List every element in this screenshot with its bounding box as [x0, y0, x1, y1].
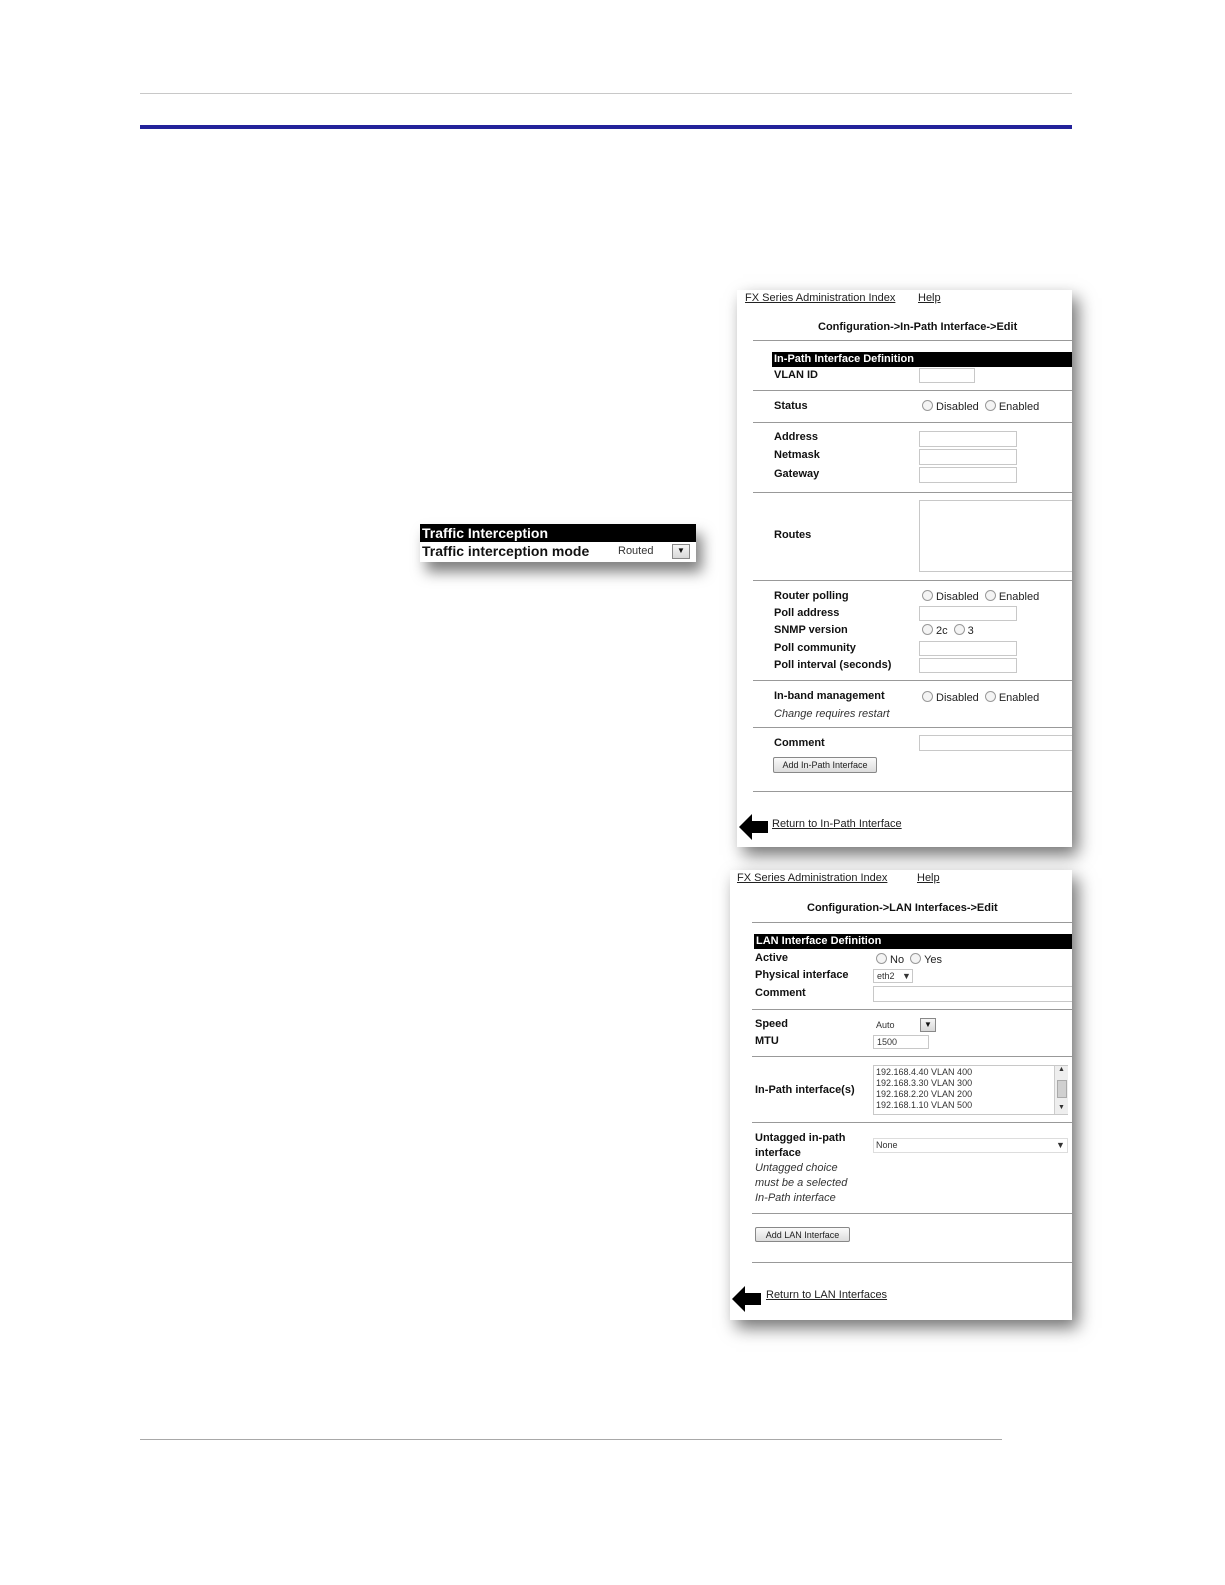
- back-arrow-icon[interactable]: [739, 814, 769, 840]
- inpath-edit-screenshot: [737, 290, 1072, 847]
- snmp-3-radio[interactable]: [954, 624, 965, 635]
- chevron-down-icon: ▼: [677, 546, 685, 555]
- active-yes-radio[interactable]: [910, 953, 921, 964]
- divider: [753, 390, 1072, 391]
- untagged-note-line3: In-Path interface: [755, 1192, 836, 1204]
- scroll-thumb[interactable]: [1057, 1080, 1067, 1098]
- list-item[interactable]: 192.168.4.40 VLAN 400: [876, 1067, 973, 1077]
- divider: [753, 492, 1072, 493]
- listbox-scrollbar[interactable]: [1054, 1066, 1068, 1114]
- traffic-interception-mode-label: Traffic interception mode: [422, 543, 590, 559]
- divider: [753, 791, 1072, 792]
- snmp-2c-radio[interactable]: [922, 624, 933, 635]
- poll-community-label: Poll community: [774, 642, 856, 654]
- untagged-label-line1: Untagged in-path: [755, 1132, 846, 1144]
- status-disabled-radio[interactable]: [922, 400, 933, 411]
- poll-interval-input[interactable]: [919, 658, 1017, 673]
- inband-disabled-radio[interactable]: [922, 691, 933, 702]
- help-link[interactable]: Help: [917, 872, 940, 884]
- comment-label: Comment: [774, 737, 825, 749]
- poll-address-input[interactable]: [919, 606, 1017, 621]
- inband-management-label: In-band management: [774, 690, 885, 702]
- speed-dropdown-button[interactable]: [920, 1018, 936, 1032]
- back-arrow-icon[interactable]: [732, 1286, 762, 1312]
- router-polling-disabled-radio[interactable]: [922, 590, 933, 601]
- lan-edit-screenshot: [730, 870, 1072, 1320]
- poll-interval-label: Poll interval (seconds): [774, 659, 892, 671]
- scroll-up-icon[interactable]: ▲: [1058, 1066, 1065, 1073]
- active-radio-group: No Yes: [876, 953, 948, 966]
- chevron-down-icon: ▼: [902, 971, 911, 981]
- inband-radio-group: Disabled Enabled: [922, 691, 1045, 704]
- comment-input[interactable]: [919, 735, 1072, 751]
- snmp-version-radio-group: 2c 3: [922, 624, 980, 637]
- status-label: Status: [774, 400, 808, 412]
- comment-label: Comment: [755, 987, 806, 999]
- physical-interface-label: Physical interface: [755, 969, 849, 981]
- scroll-down-icon[interactable]: ▼: [1058, 1104, 1065, 1111]
- address-label: Address: [774, 431, 819, 443]
- gateway-input[interactable]: [919, 467, 1017, 483]
- list-item[interactable]: 192.168.3.30 VLAN 300: [876, 1078, 973, 1088]
- router-polling-enabled-radio[interactable]: [985, 590, 996, 601]
- router-polling-radio-group: Disabled Enabled: [922, 590, 1045, 603]
- divider: [752, 1009, 1072, 1010]
- divider: [752, 1056, 1072, 1057]
- vlan-id-input[interactable]: [919, 368, 975, 383]
- untagged-interface-select[interactable]: None ▼: [873, 1138, 1068, 1153]
- inband-enabled-radio[interactable]: [985, 691, 996, 702]
- admin-index-link[interactable]: FX Series Administration Index: [745, 292, 896, 304]
- status-radio-group: Disabled Enabled: [922, 400, 1045, 413]
- divider: [753, 340, 1072, 341]
- page-title: Configuration->In-Path Interface->Edit: [818, 321, 1018, 333]
- netmask-input[interactable]: [919, 449, 1017, 465]
- inpath-interfaces-label: In-Path interface(s): [755, 1084, 855, 1096]
- divider: [752, 1213, 1072, 1214]
- header-accent-rule: [140, 125, 1072, 129]
- routes-textarea[interactable]: [919, 500, 1072, 572]
- list-item[interactable]: 192.168.2.20 VLAN 200: [876, 1089, 973, 1099]
- header-thin-rule: [140, 93, 1072, 94]
- untagged-note-line1: Untagged choice: [755, 1162, 838, 1174]
- section-header: In-Path Interface Definition: [772, 352, 1072, 367]
- divider: [753, 727, 1072, 728]
- traffic-interception-dropdown-button[interactable]: [672, 544, 690, 559]
- physical-interface-select[interactable]: eth2 ▼: [873, 969, 913, 983]
- gateway-label: Gateway: [774, 468, 820, 480]
- return-inpath-link[interactable]: Return to In-Path Interface: [772, 818, 902, 830]
- untagged-note-line2: must be a selected: [755, 1177, 848, 1189]
- mtu-input[interactable]: 1500: [873, 1035, 929, 1049]
- router-polling-label: Router polling: [774, 590, 849, 602]
- divider: [752, 922, 1072, 923]
- footer-rule: [140, 1439, 1002, 1440]
- return-lan-link[interactable]: Return to LAN Interfaces: [766, 1289, 888, 1301]
- active-label: Active: [755, 952, 789, 964]
- poll-address-label: Poll address: [774, 607, 840, 619]
- list-item[interactable]: 192.168.1.10 VLAN 500: [876, 1100, 973, 1110]
- vlan-id-label: VLAN ID: [774, 369, 818, 381]
- chevron-down-icon: ▼: [1056, 1140, 1065, 1150]
- comment-input[interactable]: [873, 986, 1072, 1002]
- divider: [753, 580, 1072, 581]
- speed-label: Speed: [755, 1018, 789, 1030]
- add-inpath-interface-button[interactable]: Add In-Path Interface: [773, 757, 877, 773]
- routes-label: Routes: [774, 529, 812, 541]
- netmask-label: Netmask: [774, 449, 820, 461]
- section-header: LAN Interface Definition: [754, 934, 1072, 949]
- add-lan-interface-button[interactable]: Add LAN Interface: [755, 1227, 850, 1242]
- divider: [753, 680, 1072, 681]
- traffic-interception-panel: [420, 524, 696, 562]
- status-enabled-radio[interactable]: [985, 400, 996, 411]
- poll-community-input[interactable]: [919, 641, 1017, 656]
- admin-index-link[interactable]: FX Series Administration Index: [737, 872, 888, 884]
- chevron-down-icon: ▼: [924, 1020, 932, 1029]
- address-input[interactable]: [919, 431, 1017, 447]
- speed-value[interactable]: Auto: [876, 1020, 895, 1030]
- divider: [752, 1262, 1072, 1263]
- inpath-interfaces-listbox[interactable]: [873, 1065, 1068, 1115]
- inband-restart-note: Change requires restart: [774, 708, 890, 720]
- help-link[interactable]: Help: [918, 292, 941, 304]
- page-title: Configuration->LAN Interfaces->Edit: [807, 902, 998, 914]
- divider: [753, 422, 1072, 423]
- active-no-radio[interactable]: [876, 953, 887, 964]
- traffic-interception-title: Traffic Interception: [420, 524, 696, 542]
- snmp-version-label: SNMP version: [774, 624, 848, 636]
- untagged-label-line2: interface: [755, 1147, 801, 1159]
- traffic-interception-mode-value[interactable]: Routed: [618, 545, 654, 557]
- divider: [752, 1122, 1072, 1123]
- mtu-label: MTU: [755, 1035, 779, 1047]
